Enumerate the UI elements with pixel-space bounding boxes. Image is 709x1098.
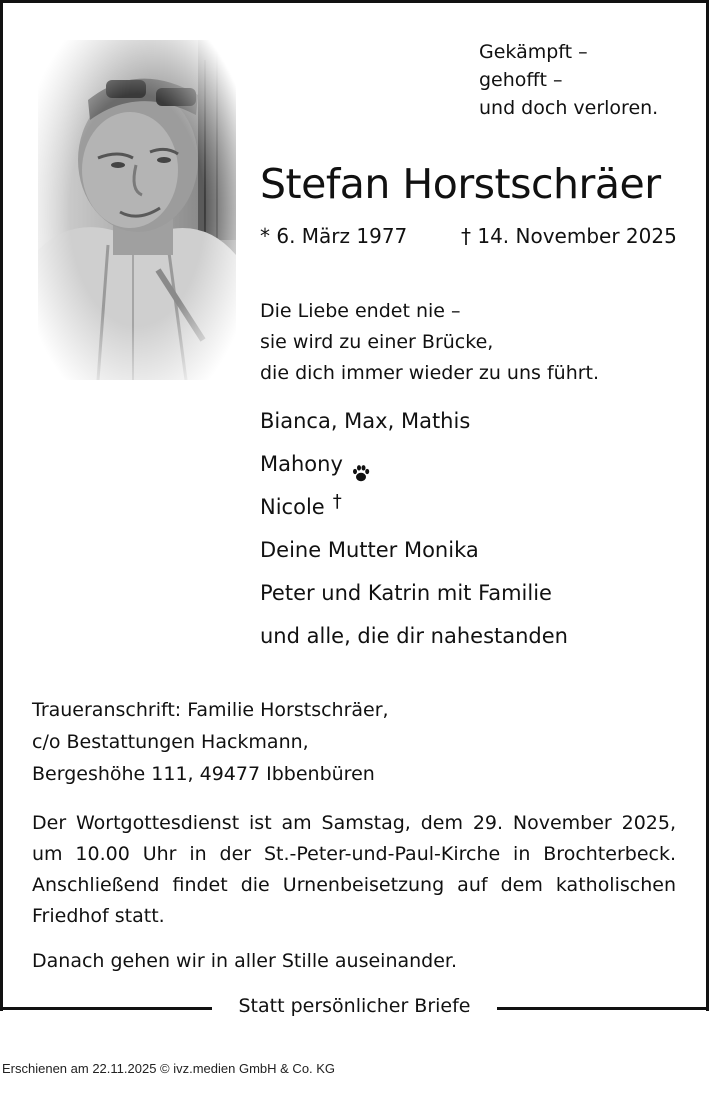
- verse-line: die dich immer wieder zu uns führt.: [260, 362, 600, 384]
- paw-print-icon: [351, 455, 371, 475]
- service-announcement: Der Wortgottesdienst ist am Samstag, dem 29. November 2025, um 10.00 Uhr in der St.-Peter-und-Paul-Kirche in Brochterbeck. Anschließend findet die Urnenbeisetzung auf dem katholischen Friedhof statt.: [32, 812, 676, 927]
- frame-bottom-border-right: [497, 1007, 709, 1010]
- verse-block: [260, 296, 599, 389]
- deceased-name: Stefan Horstschräer: [260, 160, 661, 208]
- motto-block: [479, 38, 658, 122]
- motto-line: Gekämpft –: [479, 41, 588, 63]
- address-line: Traueranschrift: Familie Horstschräer,: [32, 699, 389, 721]
- mourner-text: Bianca, Max, Mathis: [260, 409, 471, 433]
- mourner-text: Deine Mutter Monika: [260, 538, 479, 562]
- mourner-line: [260, 400, 568, 443]
- address-line: Bergeshöhe 111, 49477 Ibbenbüren: [32, 763, 375, 785]
- mourner-line: [260, 443, 568, 486]
- motto-line: und doch verloren.: [479, 97, 659, 119]
- publication-note: Erschienen am 22.11.2025 © ivz.medien GmbH & Co. KG: [2, 1061, 336, 1076]
- frame-bottom-border-left: [0, 1007, 212, 1010]
- portrait-photo: [38, 40, 236, 380]
- motto-line: gehofft –: [479, 69, 563, 91]
- birth-date: * 6. März 1977: [260, 224, 408, 248]
- verse-line: sie wird zu einer Brücke,: [260, 331, 494, 353]
- mourning-address: [32, 694, 389, 790]
- frame-left-border: [0, 0, 3, 1011]
- mourner-text: Peter und Katrin mit Familie: [260, 581, 552, 605]
- mourner-text: Mahony: [260, 452, 343, 476]
- mourner-text: Nicole: [260, 495, 325, 519]
- footer-note: Statt persönlicher Briefe: [238, 995, 471, 1017]
- cross-icon: †: [332, 491, 342, 512]
- death-date: † 14. November 2025: [461, 224, 677, 248]
- mourner-line: [260, 529, 568, 572]
- frame-top-border: [0, 0, 709, 3]
- mourner-line: [260, 615, 568, 658]
- mourner-line: [260, 486, 568, 529]
- mourner-text: und alle, die dir nahestanden: [260, 624, 568, 648]
- address-line: c/o Bestattungen Hackmann,: [32, 731, 309, 753]
- verse-line: Die Liebe endet nie –: [260, 300, 461, 322]
- mourners-list: [260, 400, 568, 658]
- mourner-line: [260, 572, 568, 615]
- closing-remark: Danach gehen wir in aller Stille auseinander.: [32, 950, 458, 972]
